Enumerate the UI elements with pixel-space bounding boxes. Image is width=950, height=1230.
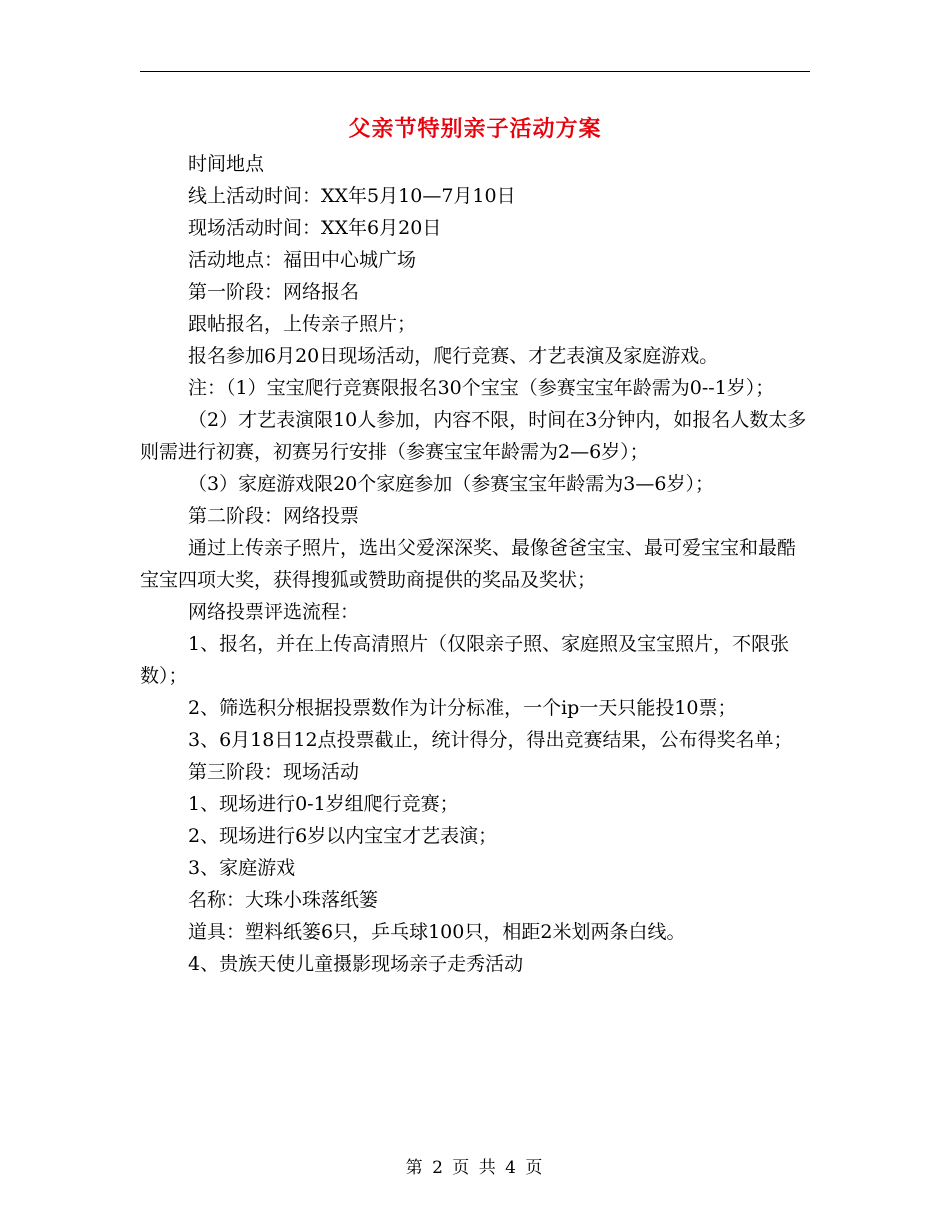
paragraph-onsite-time: 现场活动时间：XX年6月20日 — [188, 217, 442, 239]
paragraph-voting-step-3: 3、6月18日12点投票截止，统计得分，得出竞赛结果，公布得奖名单； — [188, 729, 793, 751]
paragraph-game-props: 道具：塑料纸篓6只，乒乓球100只，相距2米划两条白线。 — [188, 921, 686, 943]
paragraph-onsite-item-2: 2、现场进行6岁以内宝宝才艺表演； — [188, 825, 498, 847]
paragraph-note-family-game: （3）家庭游戏限20个家庭参加（参赛宝宝年龄需为3—6岁）； — [188, 473, 714, 495]
paragraph-stage-three-heading: 第三阶段：现场活动 — [188, 761, 360, 783]
paragraph-stage-one-heading: 第一阶段：网络报名 — [188, 281, 360, 303]
paragraph-onsite-item-3: 3、家庭游戏 — [188, 857, 296, 879]
paragraph-voting-step-1: 1、报名，并在上传高清照片（仅限亲子照、家庭照及宝宝照片，不限张数）； — [140, 633, 790, 687]
page-number-footer: 第 2 页 共 4 页 — [405, 1158, 545, 1178]
paragraph-onsite-signup: 报名参加6月20日现场活动，爬行竞赛、才艺表演及家庭游戏。 — [188, 345, 719, 367]
document-title: 父亲节特别亲子活动方案 — [348, 116, 602, 142]
paragraph-game-name: 名称：大珠小珠落纸篓 — [188, 889, 379, 911]
paragraph-note-talent: （2）才艺表演限10人参加，内容不限，时间在3分钟内，如报名人数太多则需进行初赛，初赛另行安排（参赛宝宝年龄需为2—6岁）； — [140, 409, 807, 463]
paragraph-time-location: 时间地点 — [188, 153, 265, 175]
paragraph-signup: 跟帖报名，上传亲子照片； — [188, 313, 417, 335]
paragraph-venue: 活动地点：福田中心城广场 — [188, 249, 417, 271]
document-body — [140, 148, 812, 980]
paragraph-voting-process-heading: 网络投票评选流程： — [188, 601, 360, 623]
paragraph-onsite-item-4: 4、贵族天使儿童摄影现场亲子走秀活动 — [188, 953, 524, 975]
paragraph-awards: 通过上传亲子照片，选出父爱深深奖、最像爸爸宝宝、最可爱宝宝和最酷宝宝四项大奖，获得搜狐或赞助商提供的奖品及奖状； — [140, 537, 797, 591]
paragraph-online-time: 线上活动时间：XX年5月10—7月10日 — [188, 185, 516, 207]
paragraph-onsite-item-1: 1、现场进行0-1岁组爬行竞赛； — [188, 793, 459, 815]
paragraph-note-crawl: 注：（1）宝宝爬行竞赛限报名30个宝宝（参赛宝宝年龄需为0--1岁）； — [188, 377, 775, 399]
paragraph-stage-two-heading: 第二阶段：网络投票 — [188, 505, 360, 527]
header-rule — [140, 71, 810, 72]
paragraph-voting-step-2: 2、筛选积分根据投票数作为计分标准，一个ip一天只能投10票； — [188, 697, 737, 719]
